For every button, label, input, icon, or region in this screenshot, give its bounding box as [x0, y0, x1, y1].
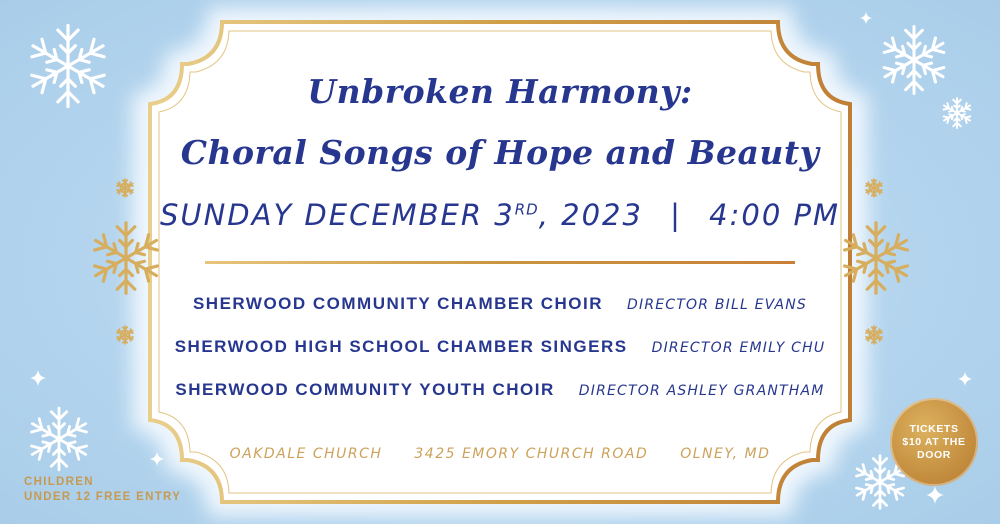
- venue-church: OAKDALE CHURCH: [229, 446, 383, 462]
- venue-city: OLNEY, MD: [680, 446, 771, 462]
- children-note-line-1: CHILDREN: [24, 476, 94, 488]
- choir-list: [0, 294, 1000, 423]
- children-note-line-2: UNDER 12 FREE ENTRY: [24, 491, 182, 503]
- event-year: , 2023: [538, 198, 643, 232]
- choir-director: DIRECTOR EMILY CHU: [651, 340, 826, 356]
- event-title-line-2: Choral Songs of Hope and Beauty: [180, 133, 820, 172]
- ticket-badge-line-2: $10 AT THE: [902, 435, 966, 448]
- sparkle-icon: [926, 486, 944, 504]
- children-free-note: [24, 475, 181, 505]
- event-date: SUNDAY DECEMBER 3: [159, 198, 515, 232]
- event-title-line-1: Unbroken Harmony:: [307, 72, 693, 111]
- gold-snowflake-icon: [864, 178, 884, 198]
- venue-line: [0, 446, 1000, 462]
- ticket-badge-line-1: TICKETS: [909, 422, 959, 435]
- venue-address: 3425 EMORY CHURCH ROAD: [414, 446, 649, 462]
- ticket-price-badge: [890, 398, 978, 486]
- choir-director: DIRECTOR BILL EVANS: [627, 297, 808, 313]
- choir-name: SHERWOOD HIGH SCHOOL CHAMBER SINGERS: [174, 337, 628, 356]
- choir-name: SHERWOOD COMMUNITY CHAMBER CHOIR: [192, 294, 604, 313]
- choir-row: [0, 337, 1000, 380]
- choir-row: [0, 380, 1000, 423]
- choir-name: SHERWOOD COMMUNITY YOUTH CHOIR: [175, 380, 555, 399]
- choir-row: [0, 294, 1000, 337]
- sparkle-icon: [860, 12, 872, 24]
- gold-divider: [205, 261, 795, 264]
- event-date-time: [0, 198, 1000, 232]
- date-ordinal: RD: [514, 200, 539, 219]
- ticket-badge-line-3: DOOR: [917, 448, 951, 461]
- gold-snowflake-icon: [115, 178, 135, 198]
- date-separator: |: [670, 198, 682, 232]
- event-time: 4:00 PM: [709, 198, 841, 232]
- choir-director: DIRECTOR ASHLEY GRANTHAM: [578, 383, 825, 399]
